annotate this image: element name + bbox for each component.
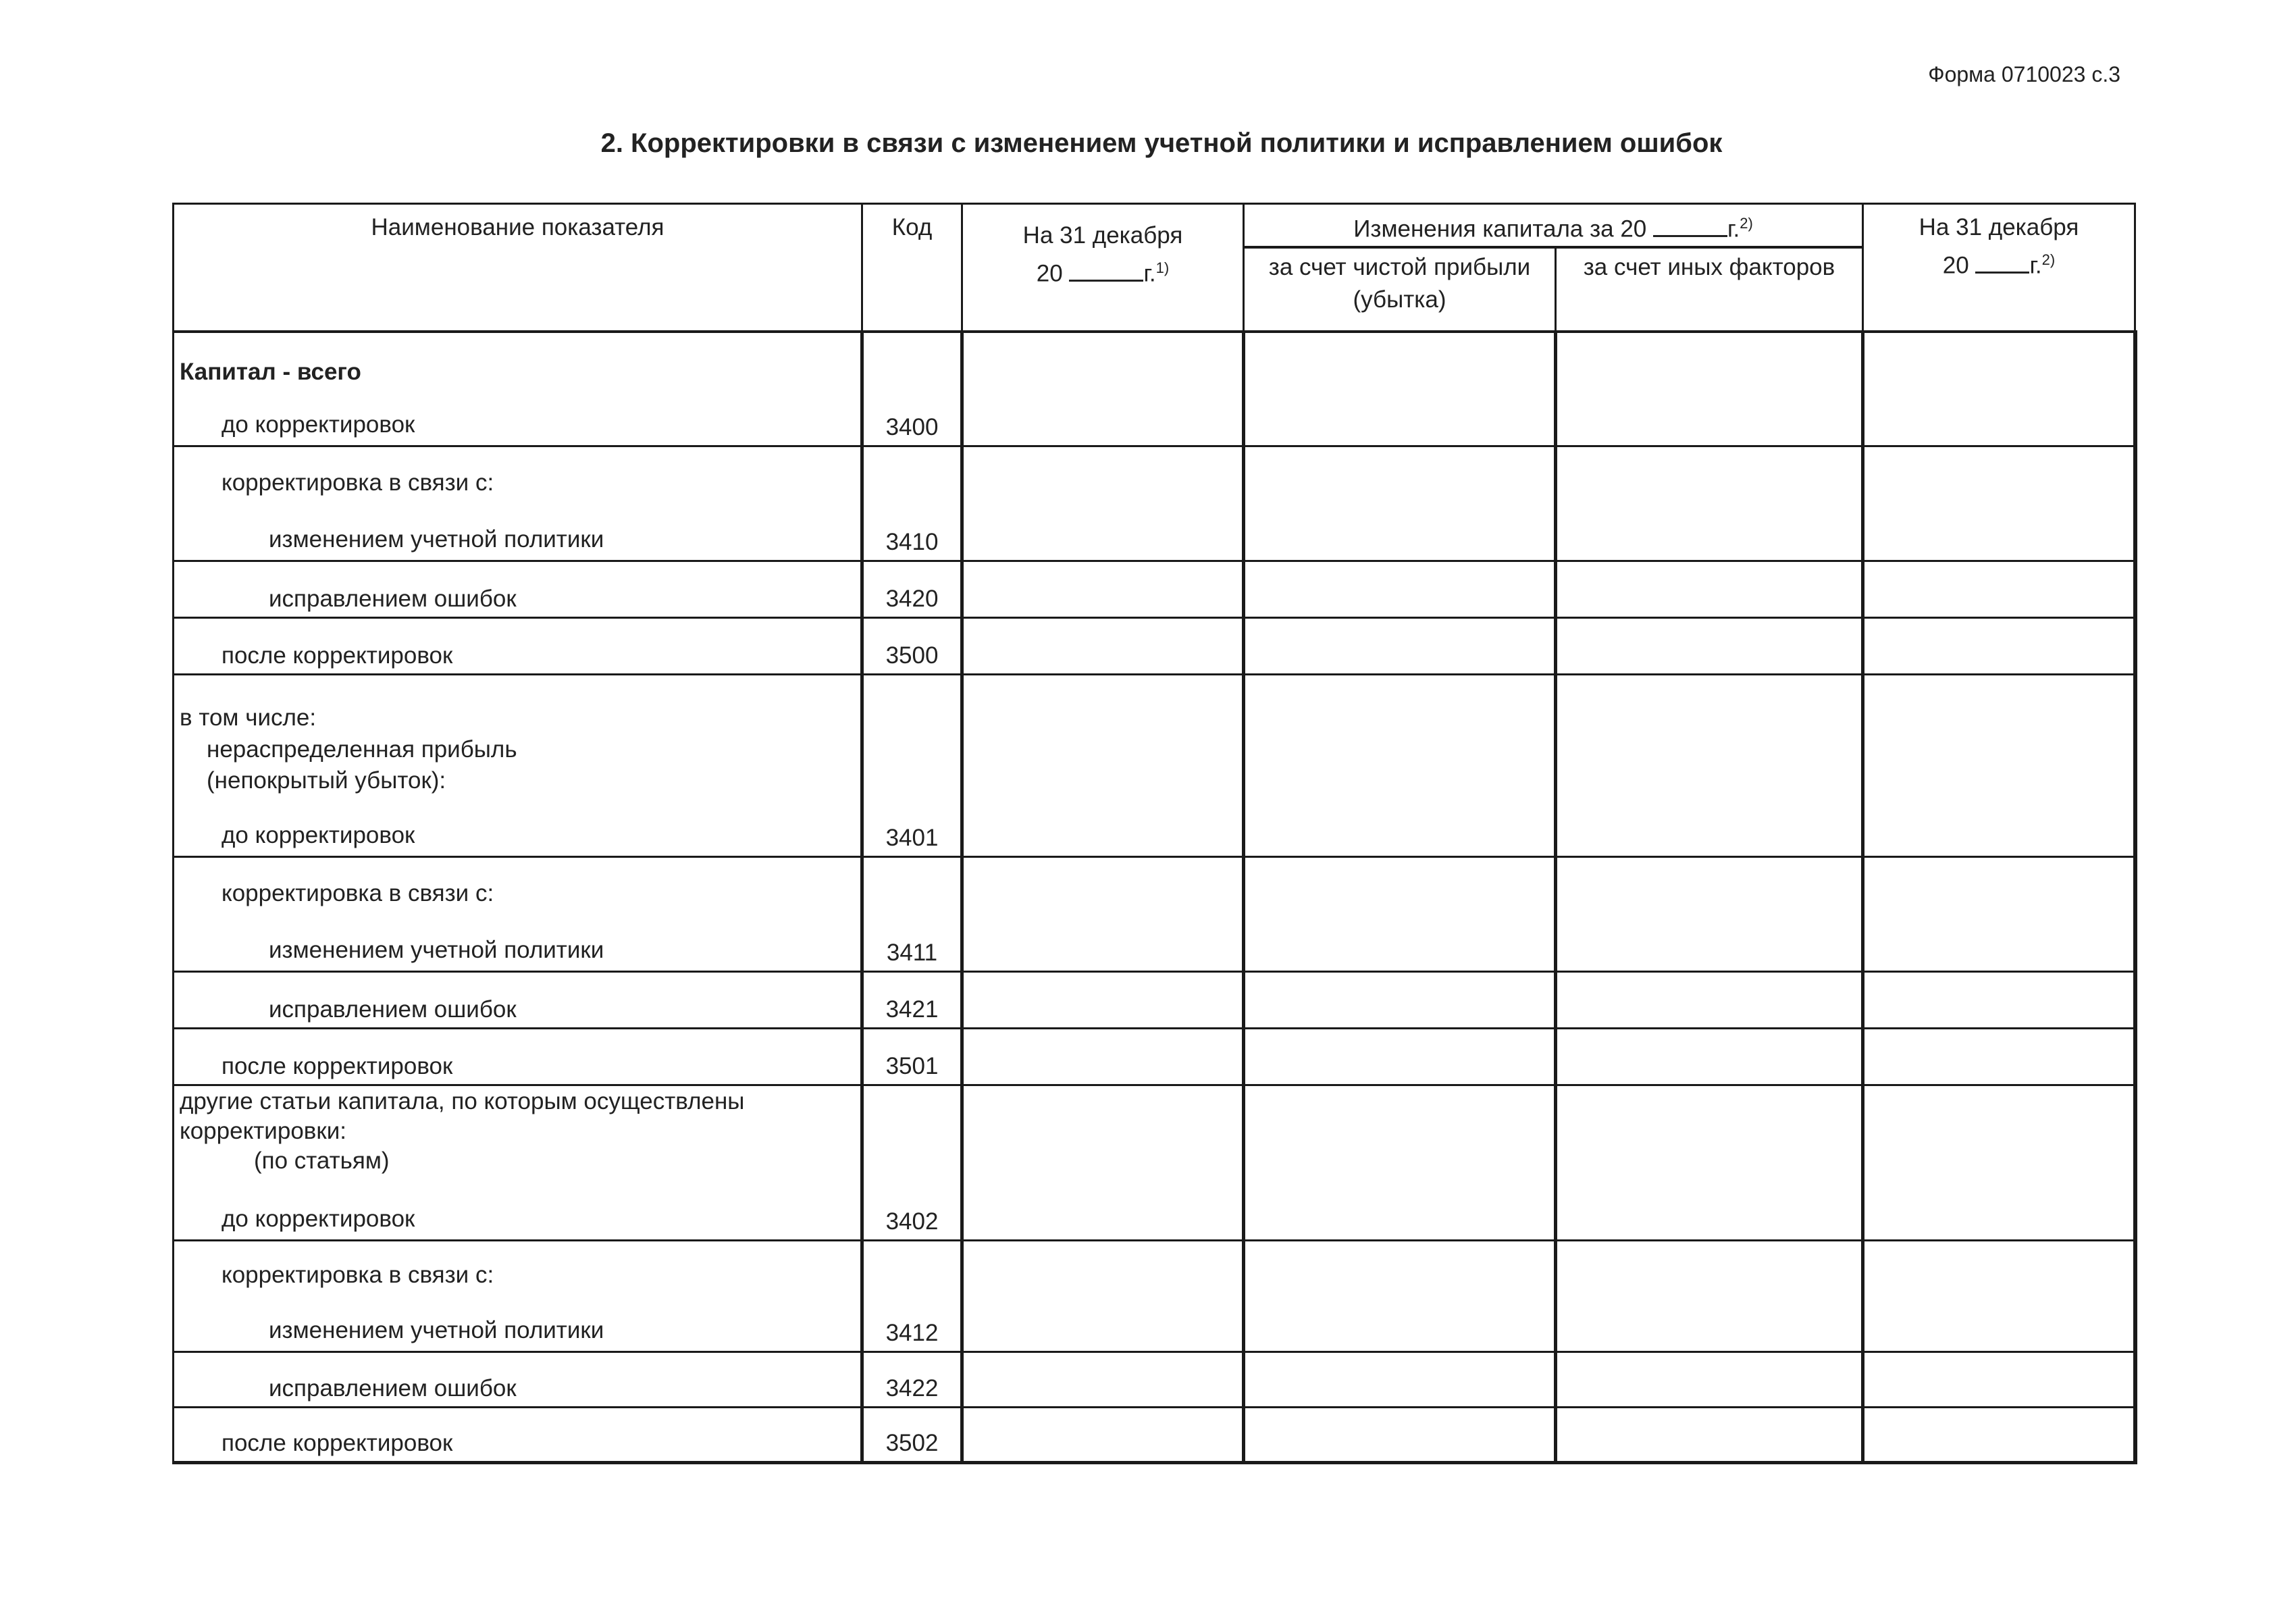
- value-cell[interactable]: [1244, 675, 1556, 857]
- value-cell[interactable]: [1863, 561, 2135, 618]
- row-label: исправлением ошибок: [174, 561, 862, 618]
- start-date-year: [963, 252, 1243, 290]
- header-changes: [1244, 204, 1863, 247]
- value-cell[interactable]: [1863, 1029, 2135, 1085]
- value-cell[interactable]: [1244, 1241, 1556, 1352]
- value-cell[interactable]: [1244, 1408, 1556, 1463]
- row-label: [174, 857, 862, 972]
- end-year-blank: [1975, 265, 2029, 274]
- row-label: после корректировок: [174, 618, 862, 675]
- row-code: 3412: [862, 1241, 962, 1352]
- corrections-table: [172, 203, 2137, 1464]
- row-label-text: корректировка в связи с:: [221, 469, 494, 496]
- row-code: 3501: [862, 1029, 962, 1085]
- row-code: 3410: [862, 446, 962, 561]
- value-cell[interactable]: [1556, 1241, 1863, 1352]
- value-cell[interactable]: [1556, 561, 1863, 618]
- end-date-year: [1864, 244, 2134, 282]
- table-row: [174, 675, 2135, 857]
- changes-note: 2): [1740, 215, 1753, 232]
- row-code: 3411: [862, 857, 962, 972]
- group-title-line: другие статьи капитала, по которым осуществлены: [180, 1088, 745, 1115]
- group-title-line: корректировки:: [180, 1118, 346, 1145]
- value-cell[interactable]: [1556, 972, 1863, 1029]
- header-changes-profit: за счет чистой прибыли (убытка): [1244, 247, 1556, 332]
- row-code: 3402: [862, 1085, 962, 1241]
- end-date-label: На 31 декабря: [1919, 214, 2079, 240]
- value-cell[interactable]: [1244, 332, 1556, 446]
- start-year-prefix: 20: [1036, 260, 1063, 287]
- section-title: 2. Корректировки в связи с изменением учетной политики и исправлением ошибок: [600, 128, 1723, 158]
- row-label: [174, 1085, 862, 1241]
- start-year-blank: [1069, 273, 1143, 282]
- value-cell[interactable]: [962, 332, 1244, 446]
- value-cell[interactable]: [962, 857, 1244, 972]
- value-cell[interactable]: [962, 1408, 1244, 1463]
- end-date-note: 2): [2041, 251, 2056, 268]
- row-label-text: до корректировок: [221, 411, 415, 438]
- end-year-suffix: г.: [2029, 252, 2042, 279]
- value-cell[interactable]: [1556, 618, 1863, 675]
- row-label-text: корректировка в связи с:: [221, 880, 494, 907]
- table-row: [174, 972, 2135, 1029]
- row-label: исправлением ошибок: [174, 972, 862, 1029]
- row-code: 3421: [862, 972, 962, 1029]
- group-title-line: (по статьям): [254, 1148, 390, 1175]
- row-code: 3500: [862, 618, 962, 675]
- value-cell[interactable]: [1556, 1408, 1863, 1463]
- value-cell[interactable]: [962, 446, 1244, 561]
- row-code: 3420: [862, 561, 962, 618]
- row-label: [174, 1241, 862, 1352]
- changes-title-suffix: г.: [1727, 215, 1740, 242]
- row-code: 3401: [862, 675, 962, 857]
- value-cell[interactable]: [962, 561, 1244, 618]
- value-cell[interactable]: [1863, 857, 2135, 972]
- start-date-note: 1): [1155, 259, 1170, 276]
- table-row: [174, 618, 2135, 675]
- value-cell[interactable]: [962, 972, 1244, 1029]
- row-label: [174, 446, 862, 561]
- value-cell[interactable]: [1556, 1029, 1863, 1085]
- row-label-text: до корректировок: [221, 822, 415, 849]
- group-title-line: (непокрытый убыток):: [207, 767, 446, 794]
- row-label: после корректировок: [174, 1029, 862, 1085]
- row-label-text: корректировка в связи с:: [221, 1262, 494, 1289]
- row-code: 3502: [862, 1408, 962, 1463]
- start-date-label: На 31 декабря: [1022, 222, 1183, 249]
- row-label: [174, 332, 862, 446]
- value-cell[interactable]: [1556, 332, 1863, 446]
- row-label-text: изменением учетной политики: [269, 526, 604, 553]
- table-row: [174, 857, 2135, 972]
- changes-year-blank: [1653, 228, 1727, 237]
- header-code: Код: [862, 204, 962, 332]
- table-row: [174, 1241, 2135, 1352]
- end-year-prefix: 20: [1942, 252, 1969, 279]
- header-changes-other: за счет иных факторов: [1556, 247, 1863, 332]
- value-cell[interactable]: [962, 1029, 1244, 1085]
- value-cell[interactable]: [1863, 1352, 2135, 1408]
- value-cell[interactable]: [1556, 446, 1863, 561]
- row-label-text: изменением учетной политики: [269, 1317, 604, 1344]
- value-cell[interactable]: [1244, 1352, 1556, 1408]
- header-end-date: [1863, 204, 2135, 332]
- value-cell[interactable]: [1244, 618, 1556, 675]
- value-cell[interactable]: [1863, 1408, 2135, 1463]
- table-row: [174, 446, 2135, 561]
- value-cell[interactable]: [962, 1241, 1244, 1352]
- value-cell[interactable]: [1863, 446, 2135, 561]
- value-cell[interactable]: [1244, 857, 1556, 972]
- value-cell[interactable]: [962, 1085, 1244, 1241]
- group-title: Капитал - всего: [180, 359, 361, 386]
- table-row: [174, 332, 2135, 446]
- header-start-date: [962, 204, 1244, 332]
- table-row: [174, 1352, 2135, 1408]
- value-cell[interactable]: [1244, 972, 1556, 1029]
- value-cell[interactable]: [1244, 1029, 1556, 1085]
- value-cell[interactable]: [962, 1352, 1244, 1408]
- table-row: [174, 1408, 2135, 1463]
- start-year-suffix: г.: [1143, 260, 1156, 287]
- changes-title-prefix: Изменения капитала за 20: [1353, 215, 1647, 242]
- row-label-text: изменением учетной политики: [269, 937, 604, 964]
- value-cell[interactable]: [1244, 1085, 1556, 1241]
- value-cell[interactable]: [1556, 857, 1863, 972]
- value-cell[interactable]: [1556, 1352, 1863, 1408]
- row-code: 3422: [862, 1352, 962, 1408]
- value-cell[interactable]: [1863, 675, 2135, 857]
- value-cell[interactable]: [1244, 446, 1556, 561]
- value-cell[interactable]: [1863, 972, 2135, 1029]
- form-number: Форма 0710023 с.3: [1928, 62, 2120, 86]
- value-cell[interactable]: [1863, 1085, 2135, 1241]
- value-cell[interactable]: [1244, 561, 1556, 618]
- value-cell[interactable]: [1863, 618, 2135, 675]
- value-cell[interactable]: [962, 618, 1244, 675]
- row-label: после корректировок: [174, 1408, 862, 1463]
- header-name: Наименование показателя: [174, 204, 862, 332]
- value-cell[interactable]: [1863, 1241, 2135, 1352]
- table-row: [174, 561, 2135, 618]
- value-cell[interactable]: [1556, 675, 1863, 857]
- table-row: [174, 1029, 2135, 1085]
- row-label: исправлением ошибок: [174, 1352, 862, 1408]
- value-cell[interactable]: [1863, 332, 2135, 446]
- row-label: [174, 675, 862, 857]
- row-label-text: до корректировок: [221, 1206, 415, 1233]
- group-title-line: нераспределенная прибыль: [207, 736, 517, 763]
- group-title-line: в том числе:: [180, 704, 317, 731]
- table-row: [174, 1085, 2135, 1241]
- value-cell[interactable]: [1556, 1085, 1863, 1241]
- value-cell[interactable]: [962, 675, 1244, 857]
- row-code: 3400: [862, 332, 962, 446]
